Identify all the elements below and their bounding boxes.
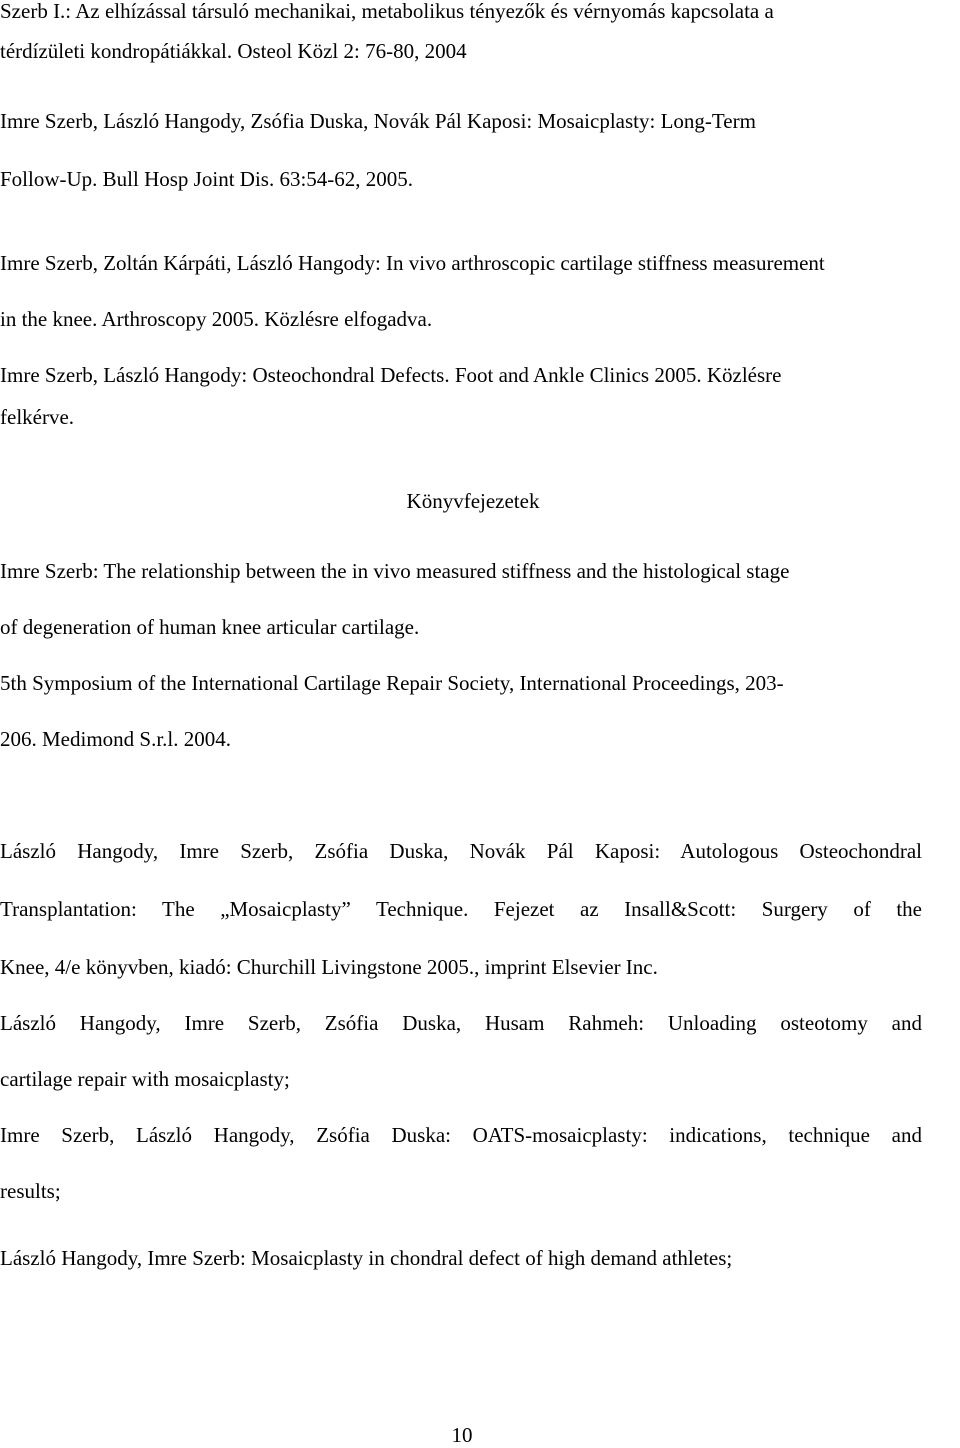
reference-line-3: Imre Szerb, László Hangody, Zsófia Duska, Novák Pál Kaposi: Mosaicplasty: Long-Term: [0, 109, 756, 133]
reference-line-2: térdízületi kondropátiákkal. Osteol Közl 2: 76-80, 2004: [0, 39, 467, 63]
reference-line-8: felkérve.: [0, 405, 75, 429]
reference-line-6: in the knee. Arthroscopy 2005. Közlésre elfogadva.: [0, 307, 433, 331]
section-heading: Könyvfejezetek: [406, 489, 540, 513]
chapter-line-12: László Hangody, Imre Szerb: Mosaicplasty in chondral defect of high demand athletes;: [0, 1246, 733, 1270]
reference-line-7: Imre Szerb, László Hangody: Osteochondral Defects. Foot and Ankle Clinics 2005. Közlésre: [0, 363, 782, 387]
chapter-line-1: Imre Szerb: The relationship between the in vivo measured stiffness and the histological stage: [0, 559, 790, 583]
chapter-line-3: 5th Symposium of the International Cartilage Repair Society, International Proceedings, 203-: [0, 671, 784, 695]
reference-line-1: Szerb I.: Az elhízással társuló mechanikai, metabolikus tényezők és vérnyomás kapcsolata a: [0, 0, 774, 23]
reference-line-4: Follow-Up. Bull Hosp Joint Dis. 63:54-62, 2005.: [0, 167, 414, 191]
page-number: 10: [451, 1423, 473, 1447]
chapter-line-7: Knee, 4/e könyvben, kiadó: Churchill Livingstone 2005., imprint Elsevier Inc.: [0, 955, 658, 979]
chapter-line-11: results;: [0, 1179, 61, 1203]
chapter-line-9: cartilage repair with mosaicplasty;: [0, 1067, 290, 1091]
chapter-line-6: Transplantation: The „Mosaicplasty” Technique. Fejezet az Insall&Scott: Surgery of the: [0, 897, 922, 921]
reference-line-5: Imre Szerb, Zoltán Kárpáti, László Hangody: In vivo arthroscopic cartilage stiffness measurement: [0, 251, 825, 275]
chapter-line-2: of degeneration of human knee articular cartilage.: [0, 615, 420, 639]
chapter-line-8: László Hangody, Imre Szerb, Zsófia Duska, Husam Rahmeh: Unloading osteotomy and: [0, 1011, 922, 1035]
chapter-line-4: 206. Medimond S.r.l. 2004.: [0, 727, 232, 751]
chapter-line-10: Imre Szerb, László Hangody, Zsófia Duska: OATS-mosaicplasty: indications, technique and: [0, 1123, 922, 1147]
chapter-line-5: László Hangody, Imre Szerb, Zsófia Duska, Novák Pál Kaposi: Autologous Osteochondral: [0, 839, 922, 863]
